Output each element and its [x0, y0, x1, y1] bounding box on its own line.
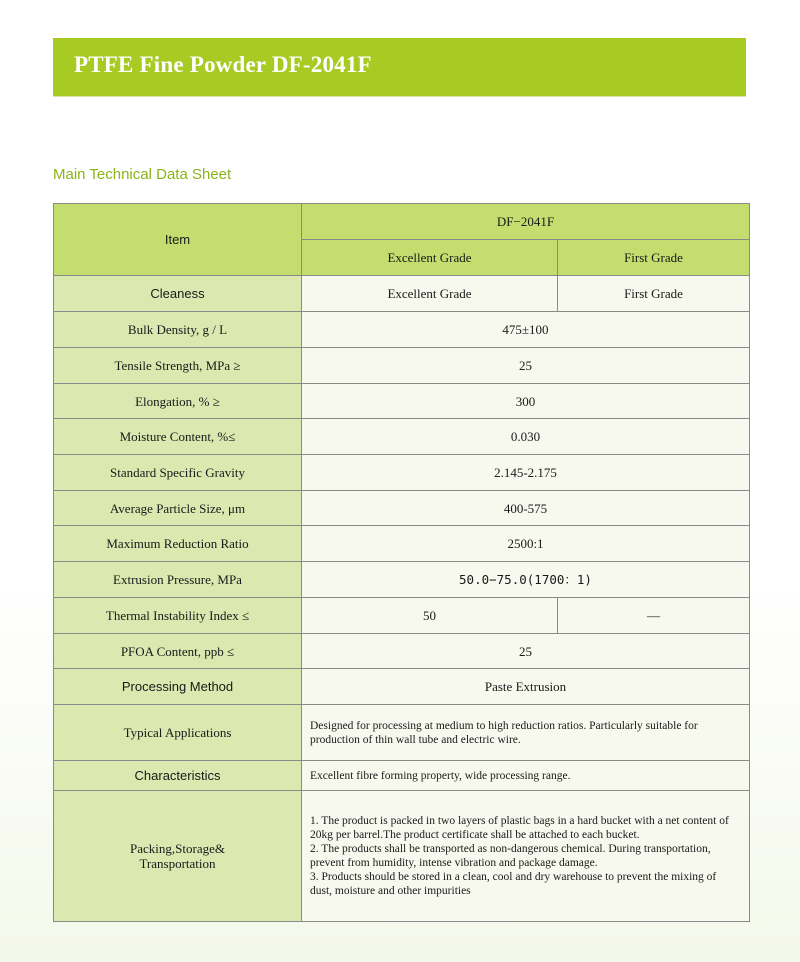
- item-header: Item: [54, 204, 302, 276]
- product-header: DF−2041F: [302, 204, 750, 240]
- row-value: 400-575: [302, 491, 750, 526]
- technical-data-table: [53, 203, 750, 922]
- row-value: [302, 791, 750, 922]
- row-label: Average Particle Size, μm: [54, 491, 302, 526]
- row-label: Moisture Content, %≤: [54, 419, 302, 455]
- table-row: [54, 562, 750, 598]
- row-label: Typical Applications: [54, 705, 302, 761]
- row-label: Characteristics: [54, 761, 302, 791]
- row-value: Excellent fibre forming property, wide processing range.: [302, 761, 750, 791]
- row-label: Tensile Strength, MPa ≥: [54, 348, 302, 384]
- table-row: [54, 761, 750, 791]
- table-header-row: [54, 204, 750, 240]
- row-value: Designed for processing at medium to high reduction ratios. Particularly suitable for production of thin wall tube and electric wire.: [302, 705, 750, 761]
- row-value: 2.145-2.175: [302, 455, 750, 491]
- table-row: [54, 705, 750, 761]
- row-label: Extrusion Pressure, MPa: [54, 562, 302, 598]
- packing-item: 3. Products should be stored in a clean, cool and dry warehouse to prevent the mixing of dust, moisture and other impurities: [310, 871, 717, 897]
- table-row: [54, 669, 750, 705]
- row-value: 300: [302, 384, 750, 419]
- row-label: Bulk Density, g / L: [54, 312, 302, 348]
- row-label: Packing,Storage& Transportation: [54, 791, 302, 922]
- table-row: [54, 384, 750, 419]
- row-value: 475±100: [302, 312, 750, 348]
- row-label: Cleaness: [54, 276, 302, 312]
- table-row: [54, 526, 750, 562]
- table-row: [54, 634, 750, 669]
- table-row: [54, 791, 750, 922]
- packing-item: 2. The products shall be transported as non-dangerous chemical. During transportation, prevent from humidity, intense vibration and package damage.: [310, 843, 711, 869]
- row-value-first: First Grade: [558, 276, 750, 312]
- table-row: [54, 455, 750, 491]
- row-value-excellent: Excellent Grade: [302, 276, 558, 312]
- table-row: [54, 276, 750, 312]
- table-row: [54, 312, 750, 348]
- row-value: Paste Extrusion: [302, 669, 750, 705]
- row-value: 2500:1: [302, 526, 750, 562]
- row-value-first: —: [558, 598, 750, 634]
- row-label: Thermal Instability Index ≤: [54, 598, 302, 634]
- page-title: PTFE Fine Powder DF-2041F: [74, 52, 372, 77]
- row-value: 0.030: [302, 419, 750, 455]
- row-value: 50.0−75.0(1700：1): [302, 562, 750, 598]
- title-banner: [53, 38, 746, 96]
- row-label: Maximum Reduction Ratio: [54, 526, 302, 562]
- row-value: 25: [302, 348, 750, 384]
- row-label: Elongation, % ≥: [54, 384, 302, 419]
- row-label: Standard Specific Gravity: [54, 455, 302, 491]
- table-row: [54, 598, 750, 634]
- row-label: Processing Method: [54, 669, 302, 705]
- table-row: [54, 348, 750, 384]
- row-value-excellent: 50: [302, 598, 558, 634]
- packing-item: 1. The product is packed in two layers of plastic bags in a hard bucket with a net content of 20kg per barrel.The product certificate shall be attached to each bucket.: [310, 815, 729, 841]
- row-value: 25: [302, 634, 750, 669]
- table-row: [54, 419, 750, 455]
- section-title: Main Technical Data Sheet: [53, 166, 232, 183]
- row-label: PFOA Content, ppb ≤: [54, 634, 302, 669]
- table-row: [54, 491, 750, 526]
- grade-header-excellent: Excellent Grade: [302, 240, 558, 276]
- grade-header-first: First Grade: [558, 240, 750, 276]
